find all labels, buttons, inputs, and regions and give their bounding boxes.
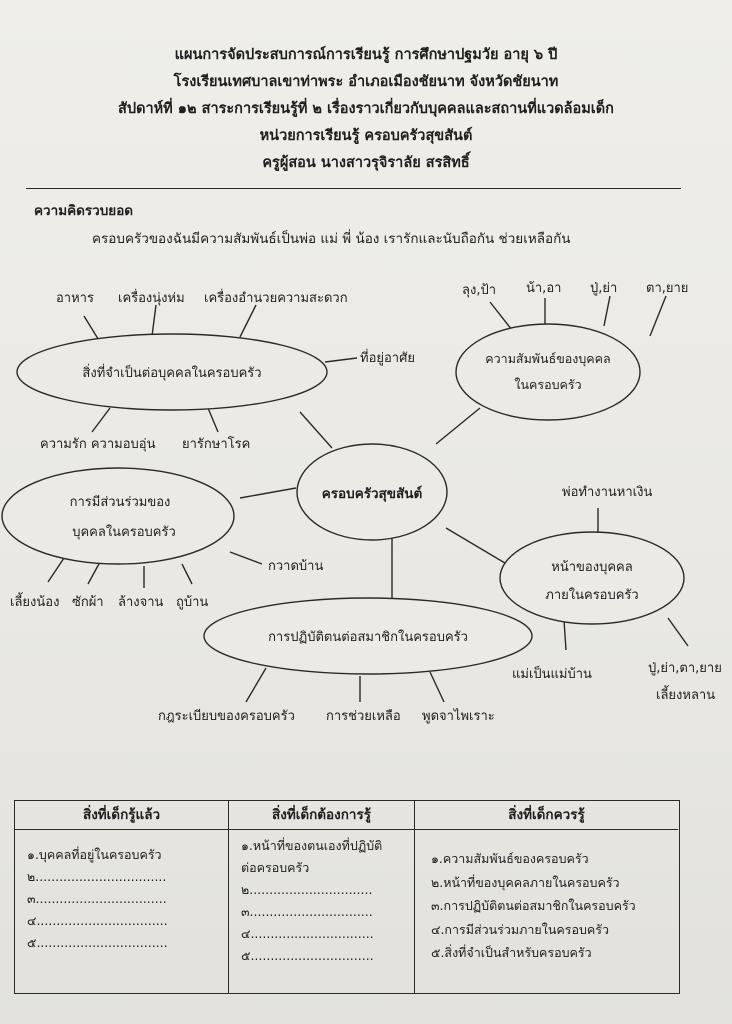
known-row-4: ๔................................. <box>27 913 168 928</box>
connector-relations <box>436 408 480 444</box>
header-want-to-know: สิ่งที่เด็กต้องการรู้ <box>229 801 414 830</box>
column-should-know <box>415 801 678 993</box>
connector-participation <box>240 488 296 498</box>
connector-duties <box>446 528 510 566</box>
known-row-5: ๕................................. <box>27 935 168 950</box>
should-row-2: ๒.หน้าที่ของบุคคลภายในครอบครัว <box>431 874 620 890</box>
kwl-table <box>14 800 680 994</box>
leaf-father-works: พ่อทำงานหาเงิน <box>562 485 653 500</box>
want-row-1: ๑.หน้าที่ของตนเองที่ปฏิบัติ <box>241 838 383 853</box>
leaf-younger-uncle-aunt: น้า,อา <box>526 281 562 296</box>
should-row-4: ๔.การมีส่วนร่วมภายในครอบครัว <box>431 921 609 937</box>
leaf-laundry: ซักผ้า <box>72 595 104 610</box>
participation-label-1: การมีส่วนร่วมของ <box>69 495 171 510</box>
leaf-mopping: ถูบ้าน <box>176 595 209 610</box>
leaf-uncle-aunt: ลุง,ป้า <box>462 283 496 298</box>
should-row-5: ๕.สิ่งที่จำเป็นสำหรับครอบครัว <box>431 945 592 960</box>
node-duties <box>500 532 684 624</box>
header-title: แผนการจัดประสบการณ์การเรียนรู้ การศึกษาปฐมวัย อายุ ๖ ปี <box>174 47 558 63</box>
concept-text: ครอบครัวของฉันมีความสัมพันธ์เป็นพ่อ แม่ พี่ น้อง เรารักและนับถือกัน ช่วยเหลือกัน <box>92 231 571 247</box>
concept-title: ความคิดรวบยอด <box>34 203 134 219</box>
center-label: ครอบครัวสุขสันต์ <box>321 486 423 502</box>
header-known: สิ่งที่เด็กรู้แล้ว <box>15 801 228 830</box>
connector-necessities <box>300 412 332 448</box>
relations-label-1: ความสัมพันธ์ของบุคคล <box>485 351 611 366</box>
column-want-to-know <box>229 801 415 993</box>
conduct-label: การปฏิบัติตนต่อสมาชิกในครอบครัว <box>268 630 468 645</box>
node-participation <box>2 468 234 564</box>
known-row-3: ๓................................. <box>27 891 167 906</box>
known-row-1: ๑.บุคคลที่อยู่ในครอบครัว <box>27 847 162 862</box>
leaf-maternal-grandparents: ตา,ยาย <box>646 281 689 296</box>
header-should-know: สิ่งที่เด็กควรรู้ <box>415 801 678 830</box>
leaf-mother-housewife: แม่เป็นแม่บ้าน <box>512 667 592 682</box>
want-row-4: ๔............................... <box>241 926 374 941</box>
participation-label-2: บุคคลในครอบครัว <box>72 525 176 540</box>
want-row-5: ๕............................... <box>241 948 374 963</box>
want-row-2: ๒............................... <box>241 882 373 897</box>
leaf-conveniences: เครื่องอำนวยความสะดวก <box>204 291 348 306</box>
header-teacher: ครูผู้สอน นางสาวรุจิราลัย สรสิทธิ์ <box>262 155 470 171</box>
column-known <box>15 801 229 993</box>
want-row-1-cont: ต่อครอบครัว <box>241 860 310 875</box>
leaf-grandparents: ปู่,ย่า,ตา,ยาย <box>648 661 722 676</box>
leaf-clothing: เครื่องนุ่งห่ม <box>118 291 185 306</box>
leaf-raise-grandchildren: เลี้ยงหลาน <box>656 688 716 703</box>
duties-label-2: ภายในครอบครัว <box>545 588 639 603</box>
leaf-food: อาหาร <box>56 291 94 306</box>
node-relations <box>456 324 640 420</box>
header-unit: หน่วยการเรียนรู้ ครอบครัวสุขสันต์ <box>259 128 473 144</box>
leaf-sweeping: กวาดบ้าน <box>268 559 324 574</box>
duties-label-1: หน้าของบุคคล <box>551 560 633 575</box>
leaf-polite-speech: พูดจาไพเราะ <box>422 709 495 724</box>
leaf-helping: การช่วยเหลือ <box>326 709 401 724</box>
leaf-medicine: ยารักษาโรค <box>182 437 251 452</box>
leaf-babysitting: เลี้ยงน้อง <box>10 595 60 610</box>
known-row-2: ๒................................. <box>27 869 167 884</box>
should-row-1: ๑.ความสัมพันธ์ของครอบครัว <box>431 851 589 866</box>
necessities-label: สิ่งที่จำเป็นต่อบุคคลในครอบครัว <box>82 366 262 381</box>
header-week: สัปดาห์ที่ ๑๒ สาระการเรียนรู้ที่ ๒ เรื่องราวเกี่ยวกับบุคคลและสถานที่แวดล้อมเด็ก <box>118 101 614 117</box>
leaf-paternal-grandparents: ปู่,ย่า <box>590 281 618 296</box>
relations-label-2: ในครอบครัว <box>514 377 582 392</box>
leaf-housing: ที่อยู่อาศัย <box>360 351 415 366</box>
leaf-love-warmth: ความรัก ความอบอุ่น <box>40 437 156 452</box>
want-row-3: ๓............................... <box>241 904 373 919</box>
leaf-dishwashing: ล้างจาน <box>118 595 164 610</box>
should-row-3: ๓.การปฏิบัติตนต่อสมาชิกในครอบครัว <box>431 898 636 913</box>
leaf-family-rules: กฎระเบียบของครอบครัว <box>158 709 295 724</box>
header-school: โรงเรียนเทศบาลเขาท่าพระ อำเภอเมืองชัยนาท จังหวัดชัยนาท <box>173 74 559 90</box>
